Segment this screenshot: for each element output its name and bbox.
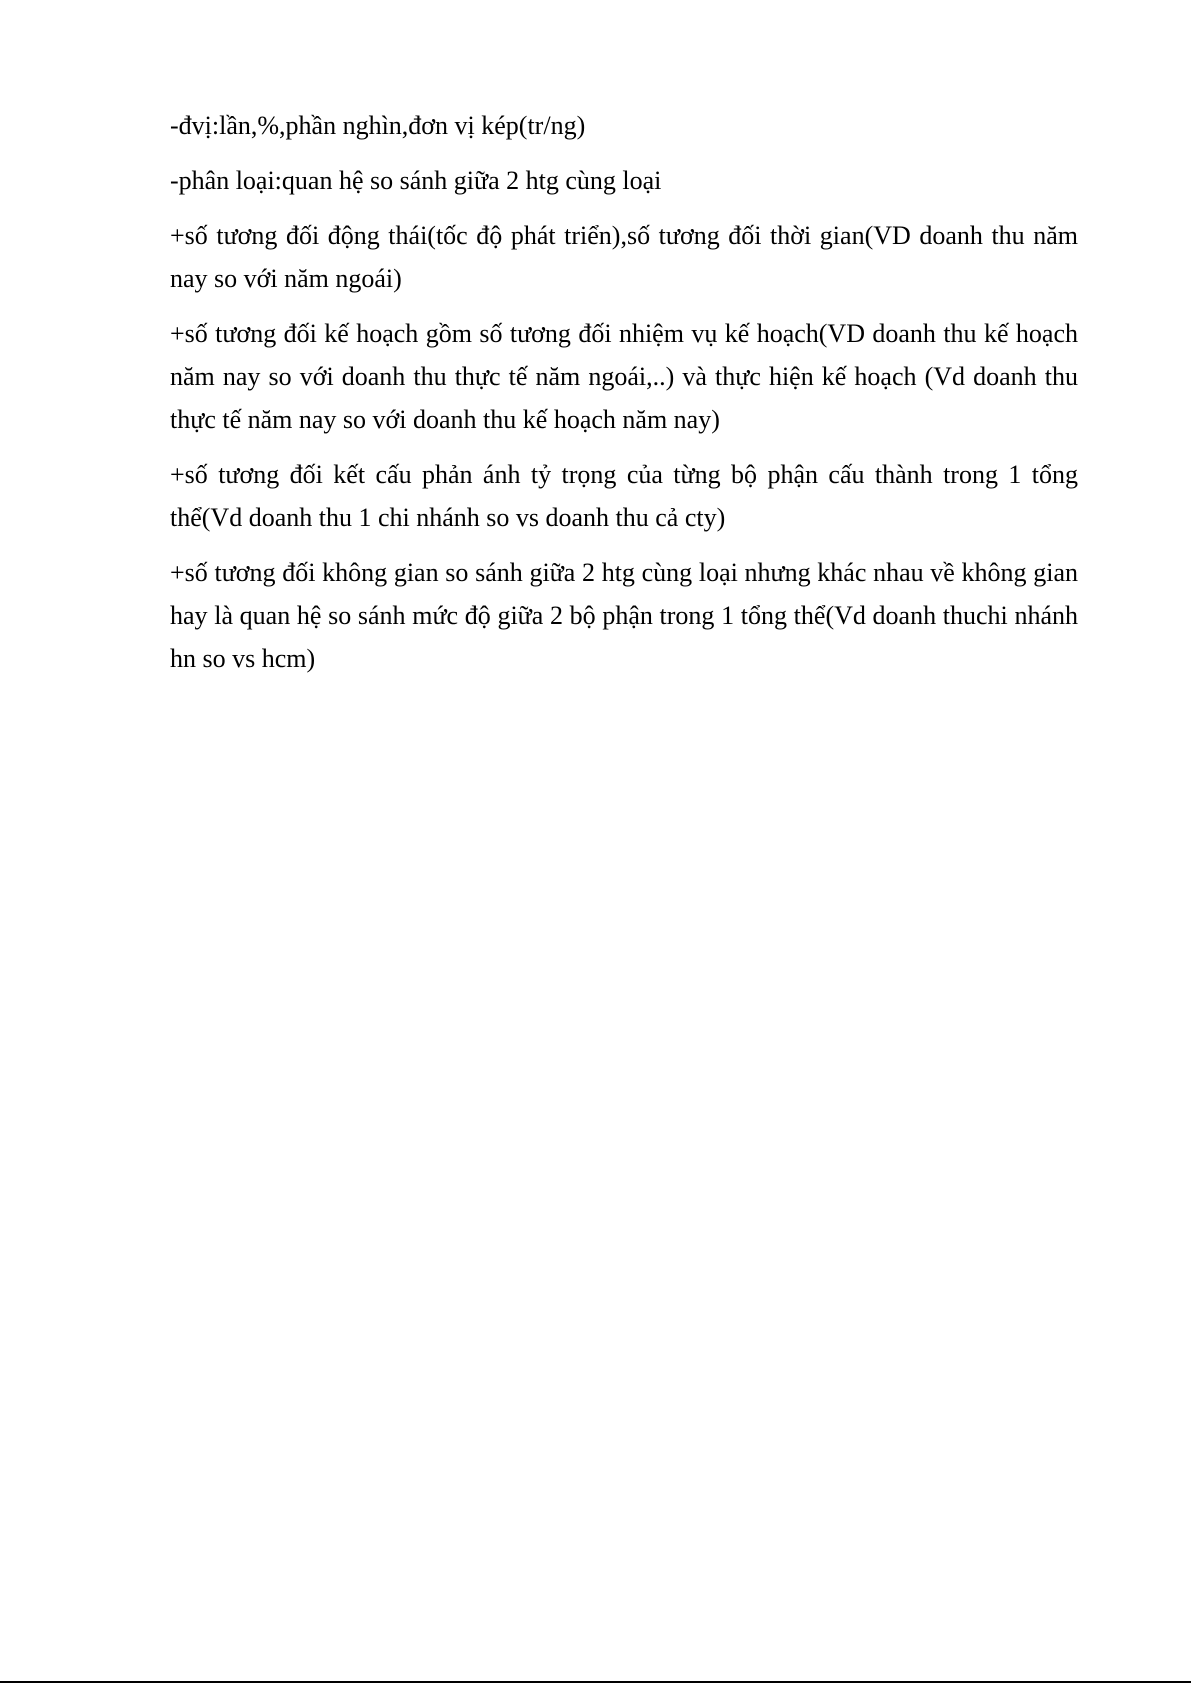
document-body [170, 104, 1078, 692]
paragraph-space-relative: +số tương đối không gian so sánh giữa 2 htg cùng loại nhưng khác nhau về không gian hay là quan hệ so sánh mức độ giữa 2 bộ phận trong 1 tổng thể(Vd doanh thuchi nhánh hn so vs hcm) [170, 558, 1078, 673]
page-bottom-divider [0, 1681, 1191, 1683]
paragraph-structure-relative: +số tương đối kết cấu phản ánh tỷ trọng của từng bộ phận cấu thành trong 1 tổng thể(Vd doanh thu 1 chi nhánh so vs doanh thu cả cty) [170, 460, 1078, 532]
paragraph-classification: -phân loại:quan hệ so sánh giữa 2 htg cùng loại [170, 166, 662, 195]
paragraph-units: -đvị:lần,%,phần nghìn,đơn vị kép(tr/ng) [170, 111, 586, 140]
paragraph-plan-relative: +số tương đối kế hoạch gồm số tương đối nhiệm vụ kế hoạch(VD doanh thu kế hoạch năm nay so với doanh thu thực tế năm ngoái,..) và thực hiện kế hoạch (Vd doanh thu thực tế năm nay so với doanh thu kế hoạch năm nay) [170, 319, 1078, 434]
paragraph-dynamic-relative: +số tương đối động thái(tốc độ phát triển),số tương đối thời gian(VD doanh thu năm nay so với năm ngoái) [170, 221, 1078, 293]
